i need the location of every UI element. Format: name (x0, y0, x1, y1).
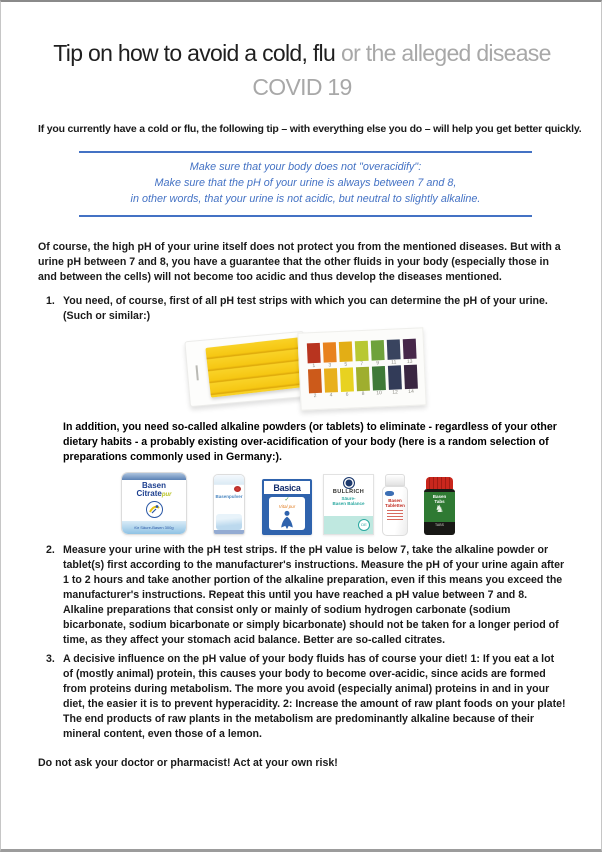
product-bullrich (323, 474, 374, 535)
ph-label-bottom: 8 (361, 390, 365, 398)
page-title-line2: COVID 19 (252, 74, 352, 100)
alkaline-products-image (121, 469, 566, 535)
list-item-2 (38, 543, 566, 648)
bottle-fine-print (387, 510, 403, 520)
product-basica (262, 479, 312, 535)
list-item-1-number: 1. (46, 295, 55, 307)
tabs-body (424, 489, 455, 535)
ph-label-top: 3 (328, 362, 332, 369)
list-item-3-text: A decisive influence on the pH value of your body fluids has of course your diet! 1: If you eat a lot of (mostly animal) protein, this causes your body to become over-acidic, since acids are formed from proteins during metabolism. The more you avoid (especially animal) proteins in and in your diet, the easier it is to prevent hyperacidity. 2: Increase the amount of raw plant foods on your plate! The end products of raw plants in the metabolism are predominantly alkaline because of their mineral content, even those of a lemon. (63, 653, 566, 740)
bullrich-crest-icon (343, 477, 355, 489)
quote-block (79, 151, 532, 217)
addition-paragraph: In addition, you need so-called alkaline powders (or tablets) to eliminate - regardless of your other dietary habits - a probably existing over-acidification of your body (here is a random selection of preparations commonly used in Germany:). (63, 421, 557, 463)
bottle-body (382, 486, 408, 536)
tabletten-label (383, 498, 407, 508)
title-black-part: Tip on how to avoid a cold, flu (53, 40, 336, 66)
ph-scale-column (370, 340, 386, 397)
product-basenpulver (213, 474, 245, 535)
basica-label: Basica (273, 482, 301, 493)
tabs-red-cap (426, 477, 453, 489)
list-item-3-number: 3. (46, 653, 55, 665)
ph-swatch-top (370, 340, 384, 361)
quote-line-2: Make sure that the pH of your urine is always between 7 and 8, (154, 177, 457, 189)
basen-citrate-pur: pur (161, 492, 172, 498)
ph-swatch-top (354, 341, 368, 362)
basica-check-icon: ✓ (284, 497, 290, 503)
tub-water-band (122, 521, 186, 534)
title-gray-part: or the alleged disease (341, 40, 551, 66)
basen-citrate-label (122, 482, 186, 499)
person-glyph (278, 510, 296, 530)
ph-swatch-bottom (307, 369, 321, 394)
can-top (214, 475, 244, 485)
bullrich-sub1: Säure- (341, 496, 356, 501)
list-item-2-text: Measure your urine with the pH test strips. If the pH value is below 7, take the alkaline powder or tablet(s) first according to the manufacturer's instructions. Measure the pH of your urine again after 1 to 2 hours and take another portion of the alkaline preparation, even if this means you exceed the manufacturer's instructions. Repeat this until you have reached a pH value between 7 and 8. Alkaline preparations that consist only or mainly of sodium hydrogen carbonate (sodium bicarbonate, sodium bicarbonate or simply bicarbonate) should not be taken for a longer period of time, as they affect your stomach acid balance. Better are so-called citrates. (63, 544, 565, 646)
bullrich-label: BULLRICH (332, 489, 365, 495)
numbered-list (38, 294, 566, 742)
ph-color-chart (297, 327, 426, 410)
ph-label-top: 13 (406, 358, 413, 366)
product-basen-citrate (121, 472, 187, 535)
ph-swatch-top (338, 341, 352, 362)
tabs-figure-icon: ♞ (435, 504, 444, 515)
ph-label-bottom: 4 (329, 392, 333, 399)
can-red-dot (234, 486, 241, 492)
tabs-green-label (424, 492, 455, 522)
tabs-line1: Basen (432, 494, 447, 499)
can-wave-art (216, 514, 242, 530)
ph-swatch-bottom (403, 365, 417, 390)
ph-color-chart-grid (306, 339, 418, 400)
ph-strip-booklet (184, 331, 309, 407)
tub-cap (122, 473, 186, 480)
basen-citrate-line2 (122, 490, 186, 499)
tabletten-line1: Basen (388, 498, 402, 503)
ph-scale-column (402, 339, 418, 396)
product-basen-tabletten (382, 474, 408, 535)
tabs-line2: Tabs (434, 499, 445, 504)
ph-swatch-top (306, 343, 320, 364)
ph-swatch-bottom (339, 367, 353, 392)
paragraph-high-ph: Of course, the high pH of your urine itself does not protect you from the mentioned diseases. But with a urine pH between 7 and 8, you have a guarantee that the other fluids in your body (especially those in and between the cells) will not become too acidic and thus develop the diseases mentioned. (38, 241, 561, 283)
can-base-band (214, 530, 244, 534)
ph-label-bottom: 14 (408, 388, 414, 396)
ph-label-top: 5 (344, 361, 348, 368)
basen-citrate-line1: Basen (141, 481, 166, 490)
page-content (1, 36, 601, 771)
ph-label-top: 9 (376, 360, 380, 367)
bottle-brand-chip (385, 491, 394, 496)
intro-paragraph: If you currently have a cold or flu, the following tip – with everything else you do – will help you get better quickly. (38, 123, 582, 135)
ph-swatch-top (402, 339, 416, 360)
runner-glyph (148, 503, 161, 516)
basenpulver-label: Basenpulver (215, 494, 243, 499)
ph-scale-column (322, 342, 338, 399)
ph-label-bottom: 10 (376, 390, 382, 397)
ph-scale-column (306, 343, 322, 400)
ph-label-bottom: 6 (345, 391, 349, 398)
tabs-base-text: TABS (435, 523, 444, 527)
ph-label-top: 11 (391, 359, 397, 366)
bullrich-badge: DE (358, 519, 370, 531)
ph-test-strips-image (181, 328, 431, 412)
basica-panel (269, 497, 305, 530)
bottle-cap (385, 474, 405, 486)
ph-label-bottom: 2 (313, 393, 317, 400)
product-basen-tabs (424, 477, 455, 535)
ph-swatch-bottom (355, 367, 369, 392)
ph-swatch-top (386, 339, 400, 360)
basica-top-band (264, 481, 310, 494)
basica-subtitle: Vital pur (278, 504, 296, 509)
list-item-2-number: 2. (46, 544, 55, 556)
ph-swatch-top (322, 342, 336, 363)
quote-line-1: Make sure that your body does not "overacidify": (189, 161, 422, 173)
runner-logo-icon (146, 501, 163, 518)
booklet-slit (195, 365, 198, 380)
basica-person-icon (269, 510, 305, 530)
tub-water-text: für Säure-Basen 300g (134, 525, 174, 530)
ph-swatch-bottom (387, 365, 401, 390)
tabletten-line2: Tabletten (385, 503, 405, 508)
quote-line-3: in other words, that your urine is not acidic, but neutral to slightly alkaline. (130, 193, 481, 205)
ph-swatch-bottom (323, 368, 337, 393)
list-item-3 (38, 652, 566, 742)
ph-label-bottom: 12 (392, 389, 398, 396)
ph-scale-column (386, 339, 402, 396)
list-item-1-text: You need, of course, first of all pH test strips with which you can determine the pH of your urine. (Such or similar:) (63, 295, 548, 322)
bullrich-sub2: Basen Balance (332, 501, 365, 506)
basen-citrate-word: Citrate (136, 489, 162, 498)
footer-warning: Do not ask your doctor or pharmacist! Act at your own risk! (38, 757, 338, 769)
page-title (38, 36, 566, 70)
ph-label-top: 1 (312, 363, 316, 370)
ph-swatch-bottom (371, 366, 385, 391)
ph-scale-column (338, 341, 354, 398)
ph-scale-column (354, 341, 370, 398)
tabs-label-text (424, 492, 455, 504)
list-item-1 (38, 294, 566, 324)
ph-label-top: 7 (360, 360, 364, 368)
